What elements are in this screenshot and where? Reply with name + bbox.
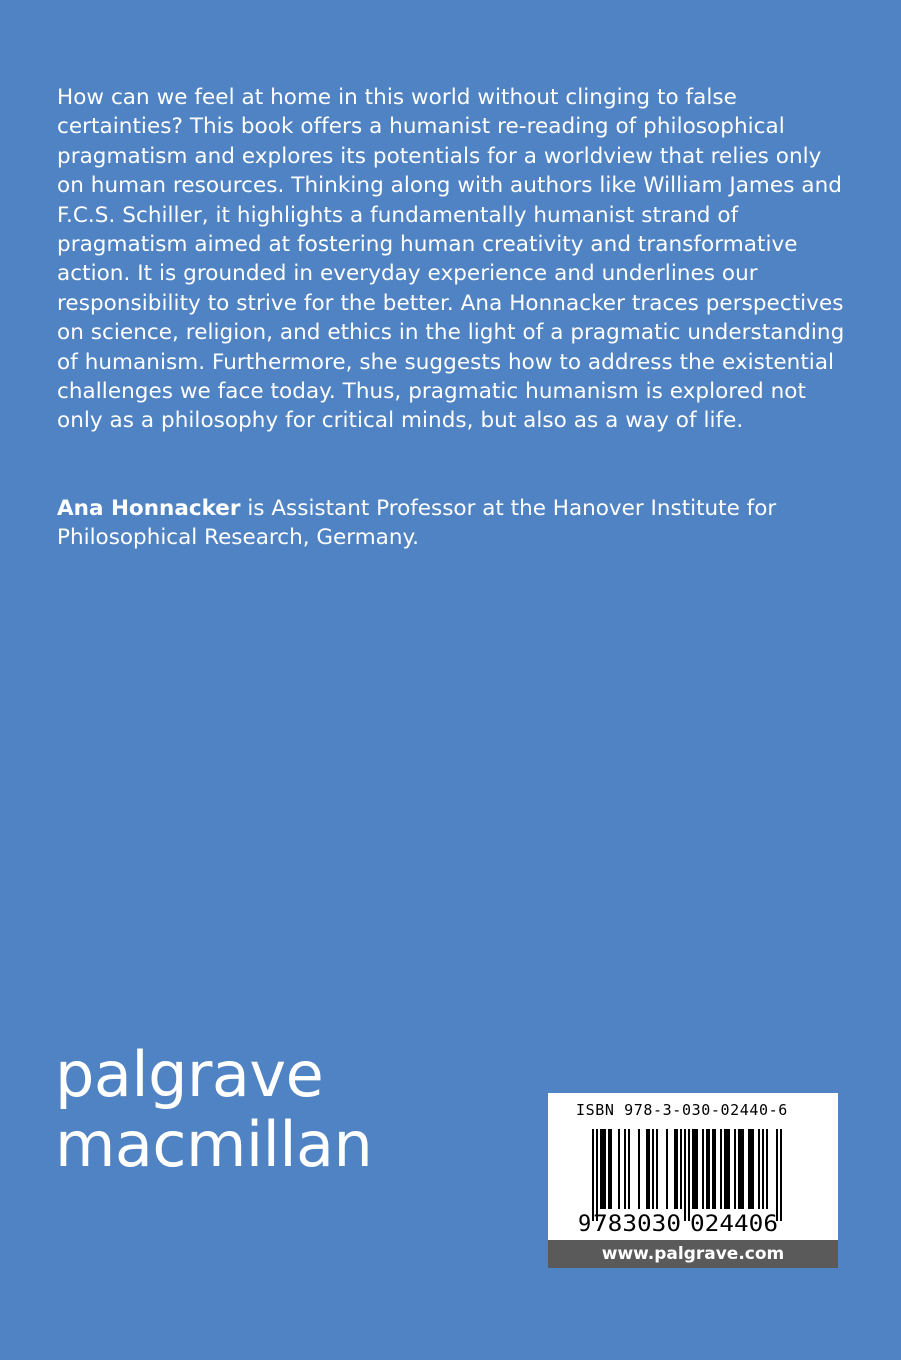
barcode-bar [740, 1129, 742, 1209]
barcode-bar [738, 1129, 740, 1209]
barcode-bar [724, 1129, 726, 1209]
barcode-bar [692, 1129, 694, 1209]
barcode-bar [780, 1129, 782, 1221]
barcode-bar [596, 1129, 598, 1221]
barcode-bar [618, 1129, 620, 1209]
publisher-logo-line1: palgrave [55, 1038, 324, 1111]
author-bio-text: is Assistant Professor at the Hanover Institute for Philosophical Research, Germany. [57, 496, 777, 551]
barcode-bar [726, 1129, 728, 1209]
barcode-bar [646, 1129, 648, 1209]
barcode-bar [608, 1129, 610, 1209]
barcode-bar [592, 1129, 594, 1221]
barcode-bar [696, 1129, 698, 1209]
publisher-url[interactable]: www.palgrave.com [548, 1240, 838, 1268]
barcode-bars [592, 1129, 782, 1221]
barcode-bar [776, 1129, 778, 1221]
barcode-bar [656, 1129, 658, 1209]
barcode-bar [674, 1129, 676, 1209]
barcode-bar [702, 1129, 704, 1209]
barcode-bar [742, 1129, 744, 1209]
barcode-bar [712, 1129, 714, 1209]
barcode-bar [706, 1129, 708, 1209]
author-bio [57, 494, 847, 553]
barcode-bar [750, 1129, 752, 1209]
barcode-bar [638, 1129, 640, 1209]
barcode-bar [734, 1129, 736, 1209]
barcode-bar [728, 1129, 730, 1209]
publisher-logo [55, 1040, 372, 1180]
barcode-bar [694, 1129, 696, 1209]
barcode-bar [762, 1129, 764, 1209]
publisher-logo-line2: macmillan [55, 1108, 373, 1181]
barcode-bar [610, 1129, 612, 1209]
isbn-label: ISBN 978-3-030-02440-6 [576, 1101, 788, 1119]
barcode-bar [628, 1129, 630, 1209]
barcode-digits-right: 024406 [690, 1212, 778, 1237]
book-description: How can we feel at home in this world without clinging to false certainties? This book offers a humanist re-reading of philosophical pragmatism and explores its potentials for a worldview that relies only on human resources. Thinking along with authors like William James and F.C.S. Schiller, it highlights a fundamentally humanist strand of pragmatism aimed at fostering human creativity and transformative action. It is grounded in everyday experience and underlines our responsibility to strive for the better. Ana Honnacker traces perspectives on science, religion, and ethics in the light of a pragmatic understanding of humanism. Furthermore, she suggests how to address the existential challenges we face today. Thus, pragmatic humanism is explored not only as a philosophy for critical minds, but also as a way of life. [57, 85, 845, 434]
isbn-barcode-box [548, 1093, 838, 1268]
barcode-bar [604, 1129, 606, 1209]
barcode-bar [666, 1129, 668, 1209]
barcode-bar [758, 1129, 760, 1209]
barcode-bar [684, 1129, 686, 1221]
barcode-graphic [548, 1093, 838, 1240]
barcode-bar [676, 1129, 678, 1209]
barcode-bar [752, 1129, 754, 1209]
barcode-digit-first: 9 [578, 1212, 592, 1237]
barcode-bar [680, 1129, 682, 1209]
barcode-bar [648, 1129, 650, 1209]
barcode-bar [748, 1129, 750, 1209]
barcode-bar [600, 1129, 602, 1209]
author-name: Ana Honnacker [57, 496, 241, 521]
barcode-bar [602, 1129, 604, 1209]
barcode-bar [766, 1129, 768, 1209]
barcode-bar [624, 1129, 626, 1209]
barcode-bar [688, 1129, 690, 1221]
barcode-digits-left: 783030 [593, 1212, 681, 1237]
barcode-bar [714, 1129, 716, 1209]
barcode-bar [708, 1129, 710, 1209]
barcode-bar [652, 1129, 654, 1209]
barcode-bar [720, 1129, 722, 1209]
